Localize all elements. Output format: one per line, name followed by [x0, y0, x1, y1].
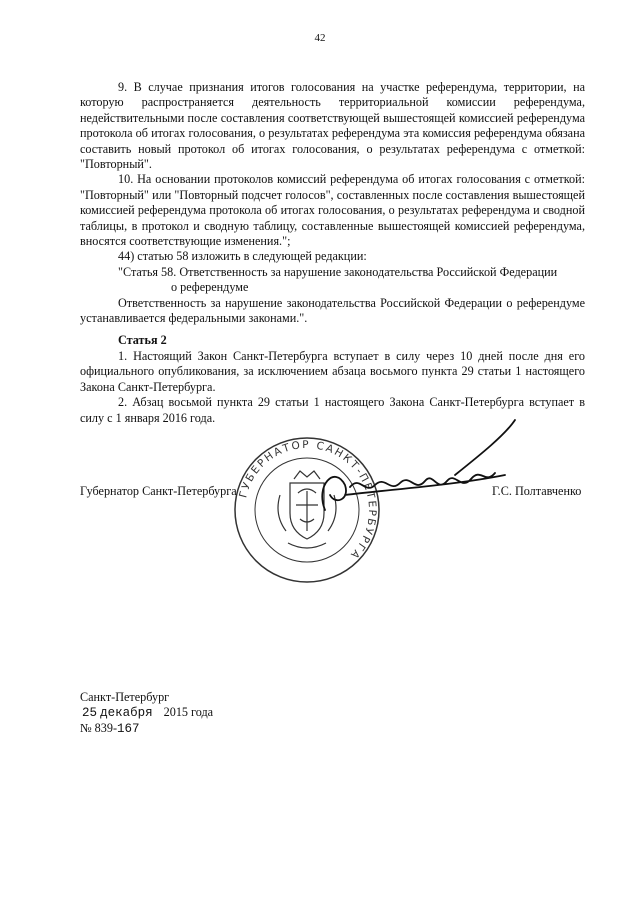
law-text-block — [80, 80, 585, 327]
signer-name: Г.С. Полтавченко — [492, 484, 582, 498]
handwritten-signature — [305, 415, 525, 525]
law-number — [80, 721, 213, 737]
article-2-heading: Статья 2 — [118, 333, 167, 347]
law-number-prefix: № 839- — [80, 721, 118, 735]
paragraph-9: 9. В случае признания итогов голосования на участке референдума, территории, на которую распространяется деятельность территориальной комиссии референдума, недействительными после составления соответствующей вышестоящей комиссией референдума протокола об итогах голосования, о результатах референдума эта комиссия референдума обязана составить новый протокол об итогах голосования, о результатах референдума с отметкой: "Повторный". — [80, 80, 585, 172]
article-58-title-cont: о референдуме — [171, 280, 249, 295]
article-2-item-2: 2. Абзац восьмой пункта 29 статьи 1 настоящего Закона Санкт-Петербурга вступает в силу с 1 января 2016 года. — [80, 395, 585, 425]
paragraph-10: 10. На основании протоколов комиссий референдума об итогах голосования с отметкой: "Повторный" или "Повторный подсчет голосов", составленных после составления вышестоящей комиссией референдума протокола об итогах голосования, о результатах референдума и сводной таблицы, в протокол и сводную таблицу, составленные вышестоящей комиссией референдума, вносятся соответствующие изменения."; — [80, 172, 585, 249]
paragraph-44: 44) статью 58 изложить в следующей редакции: — [118, 249, 367, 264]
article-58-text: Ответственность за нарушение законодательства Российской Федерации о референдуме устанавливается федеральными законами.". — [80, 295, 585, 326]
city: Санкт-Петербург — [80, 690, 170, 704]
date-month: декабря — [100, 706, 153, 720]
article-2-item-1: 1. Настоящий Закон Санкт-Петербурга вступает в силу через 10 дней после дня его официального опубликования, за исключением абзаца восьмого пункта 29 статьи 1 настоящего Закона Санкт-Петербурга. — [80, 349, 585, 394]
article-58-title: "Статья 58. Ответственность за нарушение законодательства Российской Федерации — [118, 264, 558, 279]
document-footer — [80, 690, 213, 737]
seal-text: ГУБЕРНАТОР САНКТ-ПЕТЕРБУРГА — [237, 438, 379, 562]
date-year: 2015 года — [163, 705, 214, 719]
law-number-suffix: 167 — [117, 722, 140, 736]
date-line — [80, 705, 213, 721]
page-number: 42 — [314, 32, 326, 44]
signer-position: Губернатор Санкт-Петербурга — [80, 484, 237, 498]
date-day: 25 — [82, 706, 98, 720]
